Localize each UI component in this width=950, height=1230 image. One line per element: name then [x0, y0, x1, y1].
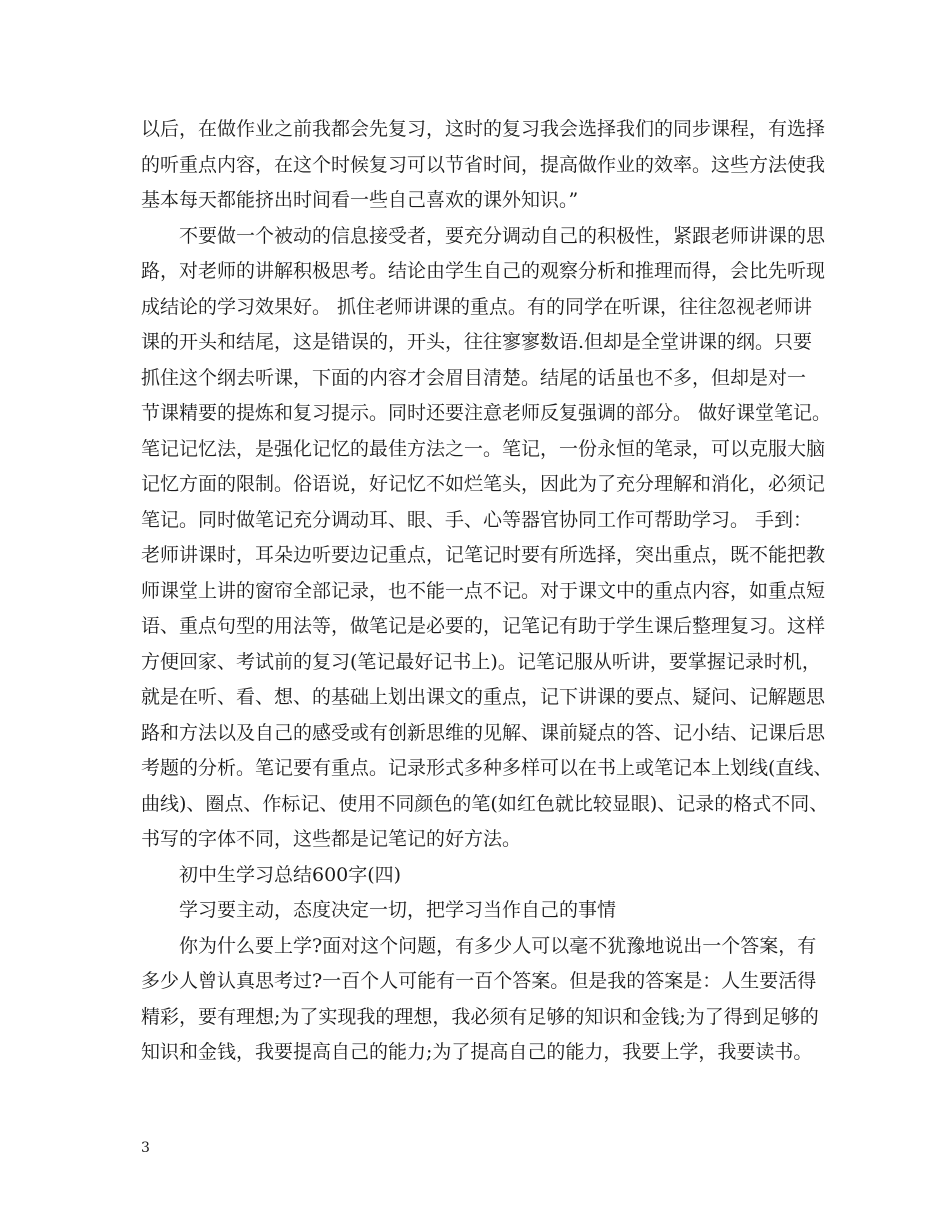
text-line: 笔记。同时做笔记充分调动耳、眼、手、心等器官协同工作可帮助学习。 手到： — [141, 508, 813, 531]
text-line: 书写的字体不同，这些都是记笔记的好方法。 — [141, 828, 522, 850]
document-body — [141, 112, 833, 1071]
text-line: 知识和金钱，我要提高自己的能力;为了提高自己的能力，我要上学，我要读书。 — [141, 1041, 813, 1063]
text-line: 节课精要的提炼和复习提示。同时还要注意老师反复强调的部分。 做好课堂笔记。 — [141, 402, 832, 424]
text-line: 曲线)、圈点、作标记、使用不同颜色的笔(如红色就比较显眼)、记录的格式不同、 — [141, 792, 829, 815]
text-line: 你为什么要上学?面对这个问题，有多少人可以毫不犹豫地说出一个答案，有 — [179, 934, 817, 957]
text-line: 基本每天都能挤出时间看一些自己喜欢的课外知识。” — [141, 189, 579, 211]
page-number: 3 — [141, 1140, 150, 1156]
text-line: 抓住这个纲去听课，下面的内容才会眉目清楚。结尾的话虽也不多，但却是对一 — [141, 366, 807, 389]
text-line: 语、重点句型的用法等，做笔记是必要的，记笔记有助于学生课后整理复习。这样 — [141, 615, 826, 637]
text-line: 记忆方面的限制。俗语说，好记忆不如烂笔头，因此为了充分理解和消化，必须记 — [141, 473, 826, 495]
text-line: 的听重点内容，在这个时候复习可以节省时间，提高做作业的效率。这些方法使我 — [141, 153, 826, 176]
text-line: 考题的分析。笔记要有重点。记录形式多种多样可以在书上或笔记本上划线(直线、 — [141, 757, 833, 779]
section-heading: 初中生学习总结600字(四) — [179, 863, 402, 886]
text-line: 多少人曾认真思考过?一百个人可能有一百个答案。但是我的答案是：人生要活得 — [141, 970, 817, 992]
text-line: 就是在听、看、想、的基础上划出课文的重点，记下讲课的要点、疑问、记解题思 — [141, 686, 826, 708]
text-line: 方便回家、考试前的复习(笔记最好记书上)。记笔记服从听讲，要掌握记录时机， — [141, 650, 821, 673]
text-line: 精彩，要有理想;为了实现我的理想，我必须有足够的知识和金钱;为了得到足够的 — [141, 1005, 819, 1028]
text-line: 以后，在做作业之前我都会先复习，这时的复习我会选择我们的同步课程，有选择 — [141, 118, 826, 140]
text-line: 师课堂上讲的窗帘全部记录，也不能一点不记。对于课文中的重点内容，如重点短 — [141, 579, 826, 602]
text-line: 课的开头和结尾，这是错误的，开头，往往寥寥数语.但却是全堂讲课的纲。只要 — [141, 331, 813, 353]
text-line: 成结论的学习效果好。 抓住老师讲课的重点。有的同学在听课，往往忽视老师讲 — [141, 295, 813, 318]
text-line: 路和方法以及自己的感受或有创新思维的见解、课前疑点的答、记小结、记课后思 — [141, 721, 826, 744]
text-line: 不要做一个被动的信息接受者，要充分调动自己的积极性，紧跟老师讲课的思 — [179, 224, 826, 247]
text-line: 笔记记忆法，是强化记忆的最佳方法之一。笔记，一份永恒的笔录，可以克服大脑 — [141, 437, 826, 460]
section-subheading: 学习要主动，态度决定一切，把学习当作自己的事情 — [179, 899, 617, 921]
text-line: 路，对老师的讲解积极思考。结论由学生自己的观察分析和推理而得，会比先听现 — [141, 260, 826, 282]
text-line: 老师讲课时，耳朵边听要边记重点，记笔记时要有所选择，突出重点，既不能把教 — [141, 544, 826, 566]
